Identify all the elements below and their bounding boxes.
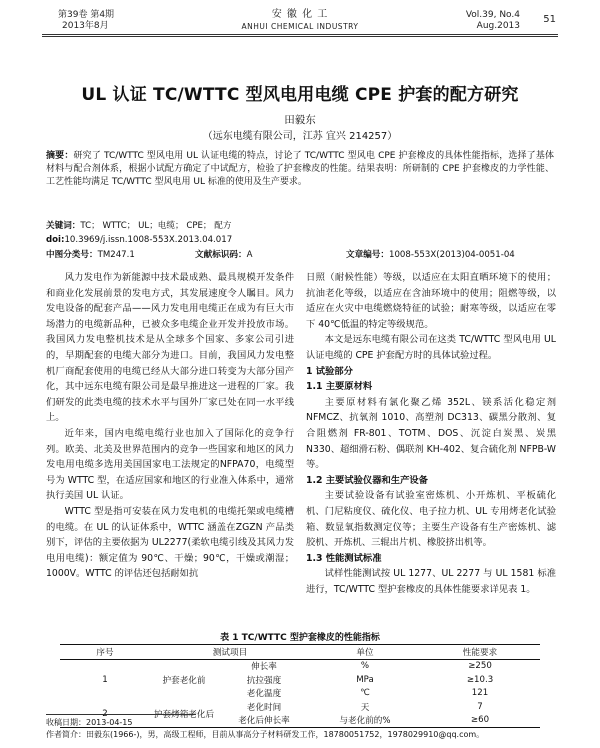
body-paragraph: 日照（耐候性能）等级，以适应在太阳直晒环境下的使用；抗油老化等级，以适应在含油环境中的使用；阻燃等级，以适应在火灾中电缆燃烧特征的试验；耐寒等级，以适应在零下 40℃低温的特定等级规范。 xyxy=(306,272,556,330)
row-requirement: 121 xyxy=(471,688,489,699)
row-number: 2 xyxy=(102,708,108,719)
body-paragraph: 主要试验设备有试验室密炼机、小开炼机、平板硫化机、门尼粘度仪、硫化仪、电子拉力机、UL 专用烤老化试验箱、数显氧指数测定仪等；主要生产设备有生产密炼机、滤胶机、开炼机、三辊出片机、橡胶挤出机等。 xyxy=(306,490,556,549)
row-subitem: 老化时间 xyxy=(246,702,282,713)
col-header-requirement: 性能要求 xyxy=(462,647,498,658)
row-unit: ℃ xyxy=(360,688,370,699)
author-name: 田毅东 xyxy=(284,114,316,126)
row-unit: MPa xyxy=(356,674,374,685)
affiliation: （远东电缆有限公司，江苏 宜兴 214257） xyxy=(202,131,398,142)
doi xyxy=(46,234,232,247)
body-paragraph: 风力发电作为新能源中技术最成熟、最具规模开发条件和商业化发展前景的发电方式，其发展速度令人瞩目。风力发电设备的配套产品——风力发电用电缆正在成为有巨大市场潜力的电缆新品种，已被众多电缆企业开发并投放市场。我国风力发电整机技术是从全球多个国家、多家公司引进的，早期配套的电缆大部分为进口。目前，我国风力发电整机厂商配套使用的电缆已经从大部分进口转变为大部分国产化，其中远东电缆有限公司是最早推进这一进程的厂家。我们研发的此类电缆的技术水平与国外厂家已处在同一水平线上。 xyxy=(46,272,294,424)
body-paragraph: 近年来，国内电缆电缆行业也加入了国际化的竞争行列。欧美、北美及世界范围内的竞争一些国家和地区的风力发电用电缆多选用美国国家电工法规定的NFPA70，电缆型号为 WTTC 型，在适应国家和地区的行业准入体系中，通常执行美国 UL 认证。 xyxy=(46,427,294,502)
row-subitem: 抗拉强度 xyxy=(246,675,282,686)
header-rule xyxy=(42,34,558,35)
volume-issue-en: Vol.39, No.4 xyxy=(465,10,520,20)
row-unit: 天 xyxy=(360,702,370,713)
received-date: 收稿日期：2013-04-15 xyxy=(46,718,133,727)
row-requirement: ≥250 xyxy=(468,661,492,672)
col-header-item: 测试项目 xyxy=(212,647,248,658)
header-rule-2 xyxy=(42,36,558,37)
body-paragraph: 主要原材料有氯化聚乙烯 352L、镁系活化稳定剂 NFMCZ、抗氧剂 1010、高塑剂 DC313、碳黑分散剂、复合阻燃剂 FR-801、TOTM、DOS、沉淀白炭黑、炭黑 N330、超细滑石粉、偶联剂 KH-402、复合硫化剂 NFPB-W 等。 xyxy=(306,396,557,471)
row-item: 护套烤箱老化后 xyxy=(153,709,215,720)
page-number: 51 xyxy=(543,14,556,25)
row-requirement: ≥60 xyxy=(470,715,490,726)
volume-issue: 第39卷 第4期 xyxy=(58,10,115,20)
table-row xyxy=(60,659,540,673)
clc-number xyxy=(46,249,135,262)
footnote-rule xyxy=(46,714,196,715)
abstract-block xyxy=(46,150,554,189)
subsection-heading: 1.2 主要试验仪器和生产设备 xyxy=(306,474,428,486)
doi-label: doi: xyxy=(46,235,65,245)
author-info: 作者简介：田毅东(1966-)，男，高级工程师，目前从事高分子材料研发工作，18780051752，1978029910@qq.com。 xyxy=(46,730,485,739)
issue-date-en: Aug.2013 xyxy=(476,21,520,31)
keywords-value: TC； WTTC； UL；电缆； CPE； 配方 xyxy=(80,221,232,231)
col-header-no: 序号 xyxy=(96,647,114,658)
body-paragraph: 本文是远东电缆有限公司在这类 TC/WTTC 型风电用 UL 认证电缆的 CPE 护套配方时的具体试验过程。 xyxy=(306,334,556,361)
body-paragraph: WTTC 型是指可安装在风力发电机的电缆托架或电缆槽的电缆。在 UL 的认证体系中，WTTC 涵盖在ZGZN 产品类别下，评估的主要依据为 UL2277(柔软电缆引线及其风力发电用电缆)：额定值为 90℃、干燥；90℃，干燥或潮湿；1000V。WTTC 的评估还包括耐如抗 xyxy=(46,505,294,580)
article-value: 1008-553X(2013)04-0051-04 xyxy=(388,250,515,260)
document-code xyxy=(195,249,252,262)
journal-name-en: ANHUI CHEMICAL INDUSTRY xyxy=(241,22,359,31)
row-number: 1 xyxy=(102,674,108,685)
abstract-text: 研究了 TC/WTTC 型风电用 UL 认证电缆的特点，讨论了 TC/WTTC 型风电 CPE 护套橡皮的具体性能指标，选择了基体材料与配合剂体系，根据小试配方确定了中试配方，检验了护套橡皮的性能。结果表明：所研制的 CPE 护套橡皮的力学性能、工艺性能均满足 TC/WTTC 型风电用 UL 标准的使用及生产要求。 xyxy=(46,151,554,187)
code-label: 文献标识码： xyxy=(195,250,247,260)
row-subitem: 伸长率 xyxy=(251,662,277,673)
issue-date: 2013年8月 xyxy=(62,21,109,31)
clc-value: TM247.1 xyxy=(97,250,135,260)
code-value: A xyxy=(246,250,253,260)
subsection-heading: 1.1 主要原材料 xyxy=(306,381,373,393)
keywords xyxy=(46,220,231,233)
row-requirement: 7 xyxy=(477,701,483,712)
row-subitem: 老化温度 xyxy=(246,689,282,700)
doi-value: 10.3969/j.issn.1008-553X.2013.04.017 xyxy=(64,235,233,245)
article-number xyxy=(346,249,515,262)
col-header-unit: 单位 xyxy=(356,647,374,658)
row-requirement: ≥10.3 xyxy=(466,674,494,685)
clc-label: 中图分类号： xyxy=(46,250,98,260)
table-title: 表 1 TC/WTTC 型护套橡皮的性能指标 xyxy=(220,633,380,643)
properties-table xyxy=(60,644,540,728)
row-subitem: 老化后伸长率 xyxy=(238,716,290,727)
left-column xyxy=(46,270,294,582)
subsection-heading: 1.3 性能测试标准 xyxy=(306,552,382,564)
article-label: 文章编号： xyxy=(346,250,389,260)
row-unit: % xyxy=(360,661,370,672)
section-heading: 1 试验部分 xyxy=(306,365,353,377)
row-item: 护套老化前 xyxy=(162,675,206,686)
paper-title: UL 认证 TC/WTTC 型风电用电缆 CPE 护套的配方研究 xyxy=(81,85,519,105)
body-paragraph: 试样性能测试按 UL 1277、UL 2277 与 UL 1581 标准进行，TC/WTTC 型护套橡皮的具体性能要求详见表 1。 xyxy=(306,568,556,595)
keywords-label: 关键词： xyxy=(46,221,81,231)
table-header-row xyxy=(60,645,540,660)
abstract-label: 摘要： xyxy=(46,151,74,161)
journal-name: 安 徽 化 工 xyxy=(271,9,329,20)
row-unit: 与老化前的% xyxy=(339,716,391,727)
right-column xyxy=(306,270,556,597)
table-row xyxy=(60,700,540,714)
